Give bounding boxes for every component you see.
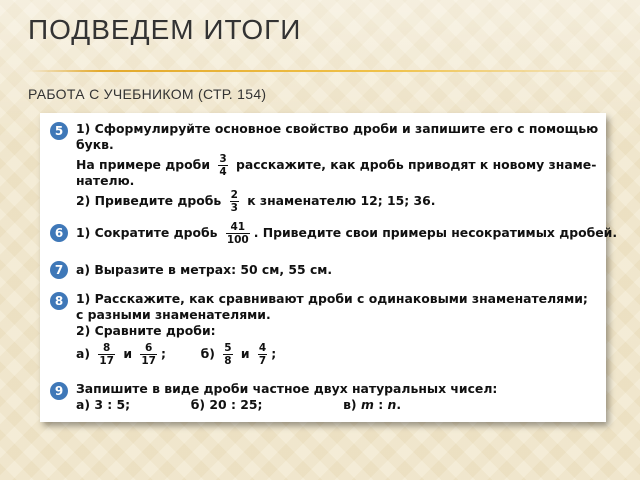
text-segment: 1) Сократите дробь <box>76 225 218 240</box>
variable-m: m <box>360 397 374 412</box>
task-number-badge: 8 <box>50 292 68 310</box>
slide-subtitle: РАБОТА С УЧЕБНИКОМ (СТР. 154) <box>28 86 267 102</box>
task-line: с разными знаменателями. <box>76 307 271 322</box>
text-segment: и <box>240 346 250 361</box>
task-line: а) Выразите в метрах: 50 см, 55 см. <box>76 262 333 277</box>
fraction-numerator: 5 <box>224 342 232 354</box>
fraction-denominator: 7 <box>258 355 267 367</box>
task-line: 1) Расскажите, как сравнивают дроби с одинаковыми знаменателями; <box>76 291 588 306</box>
fraction-numerator: 2 <box>230 189 238 201</box>
task-number-badge: 7 <box>50 261 68 279</box>
item-label: в) <box>343 397 357 412</box>
text-segment: и <box>123 346 132 361</box>
text-segment: : <box>378 397 384 412</box>
task-line <box>76 153 600 178</box>
fraction <box>223 342 232 367</box>
comparison-row <box>76 339 600 369</box>
fraction-numerator: 3 <box>219 153 227 165</box>
fraction-denominator: 8 <box>224 355 232 367</box>
text-segment: На примере дроби <box>76 157 210 172</box>
fraction-numerator: 41 <box>230 221 246 233</box>
fraction-denominator: 100 <box>226 234 249 246</box>
task-text <box>76 221 618 246</box>
task-line: Запишите в виде дроби частное двух натуральных чисел: <box>76 381 498 396</box>
task-line: букв. <box>76 137 114 152</box>
fraction <box>230 189 239 214</box>
fraction <box>226 221 250 246</box>
text-segment: . Приведите свои примеры несократимых дробей. <box>253 225 618 240</box>
task-line <box>76 397 600 413</box>
fraction-denominator: 4 <box>219 166 227 178</box>
task-line: 2) Сравните дроби: <box>76 323 216 338</box>
fraction-denominator: 17 <box>99 355 114 367</box>
text-segment: . <box>396 397 402 412</box>
fraction-denominator: 17 <box>141 355 156 367</box>
task-number-badge: 9 <box>50 382 68 400</box>
fraction-numerator: 8 <box>103 342 111 354</box>
text-segment: к знаменателю 12; 15; 36. <box>247 193 436 208</box>
title-divider <box>28 70 632 72</box>
text-segment: 2) Приведите дробь <box>76 193 222 208</box>
text-segment: ; <box>271 346 277 361</box>
slide-title: ПОДВЕДЕМ ИТОГИ <box>28 14 302 45</box>
text-segment: расскажите, как дробь приводят к новому знаме- <box>235 157 597 172</box>
fraction <box>140 342 157 367</box>
item-b: б) 20 : 25; <box>190 397 263 412</box>
task-line: 1) Сформулируйте основное свойство дроби и запишите его с помощью <box>76 121 599 136</box>
task-number-badge: 6 <box>50 224 68 242</box>
fraction-denominator: 3 <box>230 202 238 214</box>
item-label: б) <box>200 346 215 361</box>
textbook-excerpt <box>40 113 618 422</box>
task-text <box>76 260 600 278</box>
task-number-badge: 5 <box>50 122 68 140</box>
item-a: а) 3 : 5; <box>76 397 131 412</box>
fraction <box>258 342 267 367</box>
text-segment: ; <box>160 346 166 361</box>
task-text <box>76 121 600 214</box>
fraction <box>218 153 227 178</box>
task-line: нателю. <box>76 173 135 188</box>
item-label: а) <box>76 346 91 361</box>
task-text <box>76 291 600 369</box>
fraction-numerator: 6 <box>144 342 153 354</box>
task-line <box>76 221 618 246</box>
fraction <box>98 342 115 367</box>
fraction-numerator: 4 <box>258 342 267 354</box>
task-text <box>76 381 600 413</box>
variable-n: n <box>387 397 397 412</box>
task-line <box>76 189 600 214</box>
